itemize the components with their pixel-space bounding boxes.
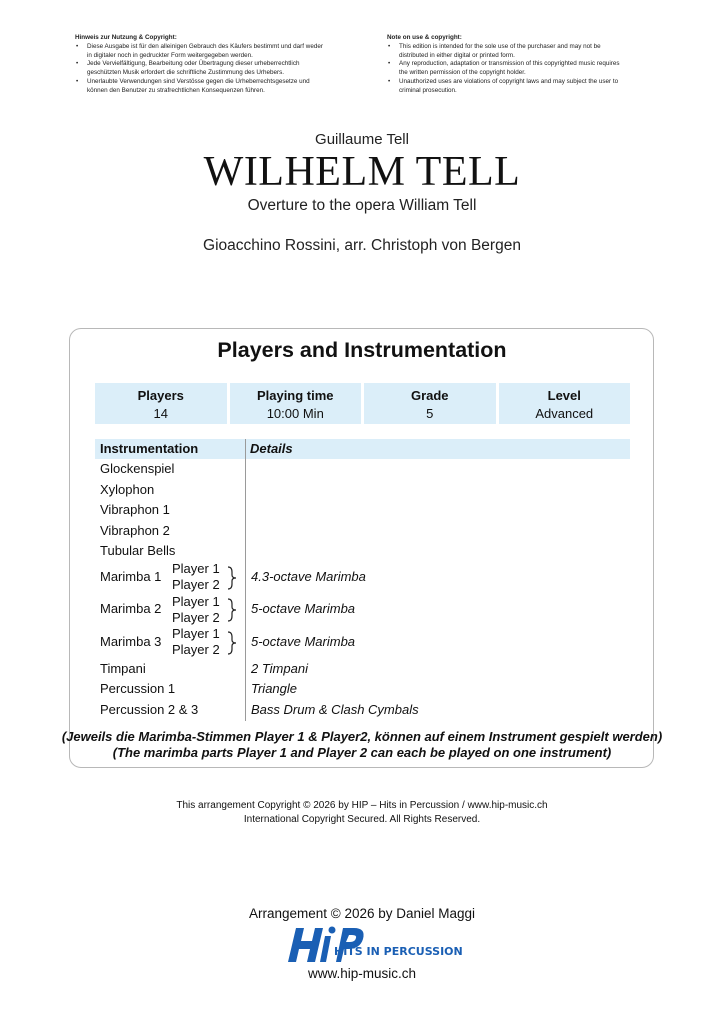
instrument-detail: Triangle	[251, 681, 298, 696]
instrument-row: Timpani	[100, 661, 146, 676]
logo-text: HITS IN PERCUSSION	[334, 945, 463, 958]
stat-label: Level	[547, 388, 581, 403]
instrument-row: Percussion 1	[100, 681, 176, 696]
notice-german-item: • Jede Vervielfältigung, Bearbeitung oder Übertragung dieser urheberrechtlich geschützten Musik erfordert die schriftliche Zustimmung des Urhebers.	[75, 60, 325, 78]
stat-value: 10:00 Min	[266, 406, 324, 421]
stat-level	[499, 383, 631, 424]
subtitle: Overture to the opera William Tell	[247, 197, 477, 214]
stat-playing-time	[230, 383, 362, 424]
player-label: Player 2	[172, 610, 220, 625]
brace-icon	[226, 598, 238, 622]
instrument-row: Tubular Bells	[100, 543, 176, 558]
marimba-note-english: (The marimba parts Player 1 and Player 2 can each be played on one instrument)	[112, 745, 612, 760]
instrument-detail: 4.3-octave Marimba	[251, 569, 366, 584]
notice-german	[75, 34, 325, 96]
player-label: Player 1	[172, 561, 220, 576]
player-label: Player 2	[172, 642, 220, 657]
stat-label: Grade	[410, 388, 449, 403]
notice-german-item: • Diese Ausgabe ist für den alleinigen Gebrauch des Käufers bestimmt und darf weder in digitaler noch in gedruckter Form weitergegeben werden.	[75, 43, 325, 61]
brace-icon	[226, 566, 238, 590]
column-divider	[245, 439, 246, 721]
copyright-line-2: International Copyright Secured. All Rights Reserved.	[243, 814, 481, 825]
notice-german-heading: Hinweis zur Nutzung & Copyright:	[75, 34, 177, 41]
notice-english-heading: Note on use & copyright:	[387, 34, 462, 41]
player-label: Player 1	[172, 626, 220, 641]
stat-value: 5	[426, 406, 434, 421]
instrument-row: Percussion 2 & 3	[100, 702, 199, 717]
instrument-row: Marimba 2	[100, 601, 162, 616]
instrument-detail: 2 Timpani	[251, 661, 308, 676]
arrangement-credit: Arrangement © 2026 by Daniel Maggi	[248, 906, 476, 921]
instrumentation-header-row	[95, 439, 630, 459]
stat-grade	[364, 383, 496, 424]
player-label: Player 1	[172, 594, 220, 609]
brace-icon	[226, 631, 238, 655]
stat-label: Playing time	[256, 388, 334, 403]
stat-value: 14	[153, 406, 168, 421]
notice-english-item: • Unauthorized uses are violations of copyright laws and may subject the user to criminal prosecution.	[387, 78, 627, 96]
hip-logo	[282, 922, 447, 966]
instrument-row: Vibraphon 1	[100, 502, 170, 517]
stats-row	[95, 383, 630, 424]
instrumentation-header: Instrumentation	[100, 441, 199, 456]
instrument-row: Xylophon	[100, 482, 155, 497]
instrument-detail: 5-octave Marimba	[251, 601, 356, 616]
instrument-row: Glockenspiel	[100, 461, 175, 476]
stat-players	[95, 383, 227, 424]
alt-title: Guillaume Tell	[315, 131, 409, 148]
box-title: Players and Instrumentation	[217, 338, 507, 362]
page-title: WILHELM TELL	[203, 149, 521, 195]
instrument-row: Marimba 1	[100, 569, 162, 584]
instrument-detail: 5-octave Marimba	[251, 634, 356, 649]
notice-english-item: • Any reproduction, adaptation or transmission of this copyrighted music requires the written permission of the copyright holder.	[387, 60, 627, 78]
instrument-detail: Bass Drum & Clash Cymbals	[251, 702, 419, 717]
stat-value: Advanced	[535, 406, 594, 421]
stat-label: Players	[137, 388, 184, 403]
instrument-row: Vibraphon 2	[100, 523, 170, 538]
marimba-note-german: (Jeweils die Marimba-Stimmen Player 1 & Player2, können auf einem Instrument gespielt werden)	[61, 729, 663, 744]
details-header: Details	[250, 441, 293, 456]
player-label: Player 2	[172, 577, 220, 592]
website-link[interactable]: www.hip-music.ch	[307, 966, 417, 981]
notice-english-item: • This edition is intended for the sole use of the purchaser and may not be distributed in either digital or printed form.	[387, 43, 627, 61]
notice-english	[387, 34, 627, 96]
instrument-row: Marimba 3	[100, 634, 162, 649]
copyright-line: This arrangement Copyright © 2026 by HIP – Hits in Percussion / www.hip-music.ch	[176, 800, 548, 811]
notice-german-item: • Unerlaubte Verwendungen sind Verstösse gegen die Urheberrechtsgesetze und können den Benutzer zu strafrechtlichen Konsequenzen führen.	[75, 78, 325, 96]
composer-line: Gioacchino Rossini, arr. Christoph von Bergen	[203, 237, 521, 254]
